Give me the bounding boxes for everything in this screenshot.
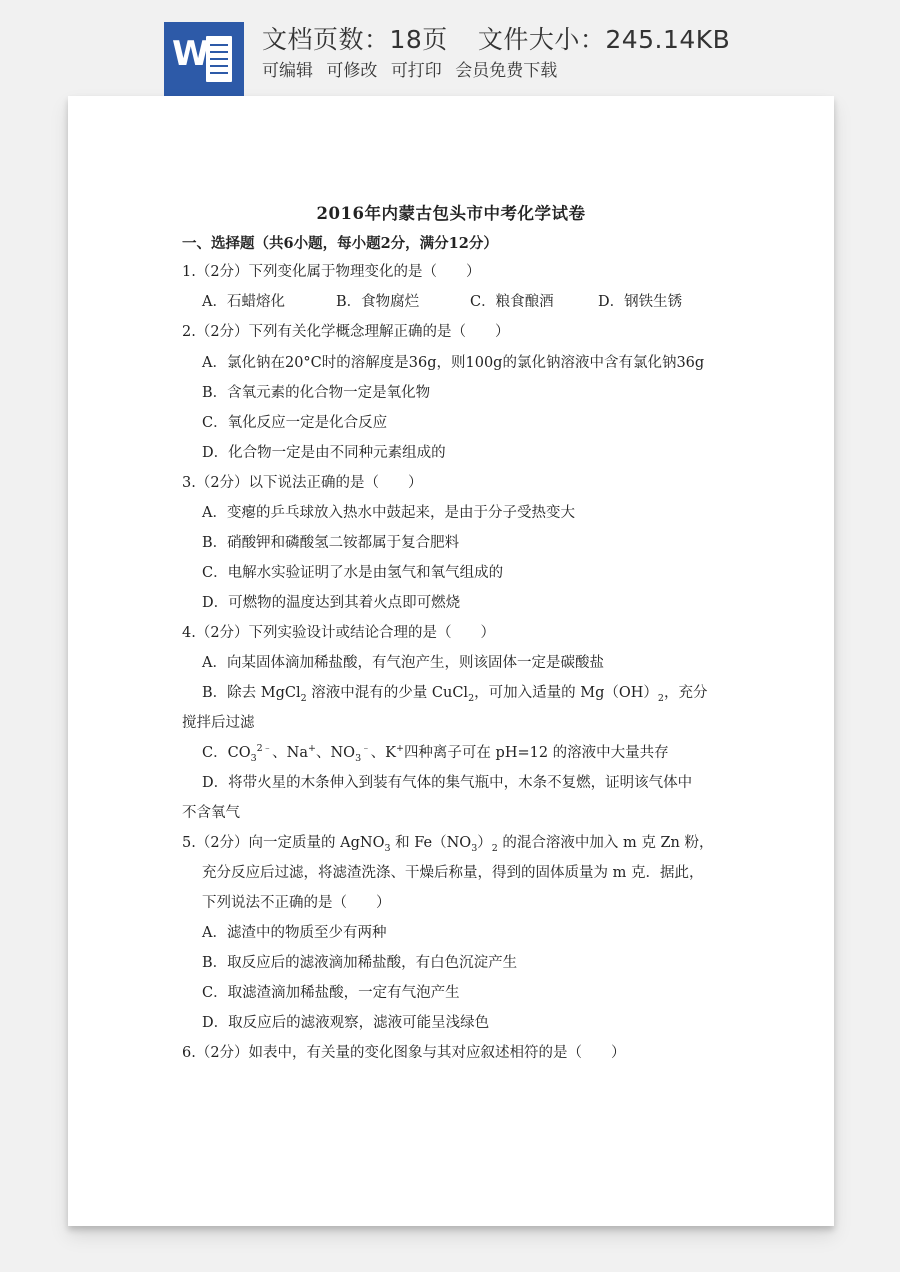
question-2-stem: 2.（2分）下列有关化学概念理解正确的是（ ）: [182, 324, 510, 340]
q4-option-a: A．向某固体滴加稀盐酸，有气泡产生，则该固体一定是碳酸盐: [202, 655, 604, 671]
q2-option-c: C．氧化反应一定是化合反应: [202, 415, 388, 431]
q5-text-1: 5.（2分）向一定质量的 AgNO: [182, 835, 385, 851]
q4b-sub-2: 2: [468, 692, 475, 704]
q4b-text-1: B．除去 MgCl: [202, 685, 301, 701]
question-4-stem: 4.（2分）下列实验设计或结论合理的是（ ）: [182, 625, 496, 641]
feature-list: [262, 56, 565, 81]
feature-member-download: 会员免费下载: [455, 61, 558, 81]
q4-option-b: [202, 683, 707, 703]
feature-editable: 可编辑: [262, 61, 313, 81]
q4b-text-4: ，充分: [663, 685, 708, 701]
q4c-sup-2: +: [308, 743, 316, 755]
document-page: [68, 96, 834, 1226]
question-3-stem: 3.（2分）以下说法正确的是（ ）: [182, 475, 423, 491]
feature-modifiable: 可修改: [326, 61, 378, 81]
q4b-text-2: 溶液中混有的少量 CuCl: [306, 685, 469, 701]
page-lines: [206, 36, 232, 82]
q4b-text-3: ，可加入适量的 Mg（OH）: [474, 685, 658, 701]
q5-sub-2: 3: [471, 842, 478, 854]
q5-option-a: A．滤渣中的物质至少有两种: [202, 925, 387, 941]
q5-option-d: D．取反应后的滤液观察，滤液可能呈浅绿色: [202, 1015, 490, 1031]
q5-text-3: ）: [477, 835, 492, 851]
q4c-text-2: 、Na: [272, 745, 309, 761]
q4c-sub-3: 3: [355, 752, 362, 764]
q4c-sup-1: 2﹣: [256, 743, 273, 755]
file-meta: [262, 20, 730, 56]
q4c-sup-4: +: [395, 743, 404, 755]
q5-option-c: C．取滤渣滴加稀盐酸，一定有气泡产生: [202, 985, 460, 1001]
q4c-text-1: C．CO: [202, 745, 251, 761]
q4-option-d: D．将带火星的木条伸入到装有气体的集气瓶中，木条不复燃，证明该气体中: [202, 775, 693, 791]
q3-option-a: A．变瘪的乒乓球放入热水中鼓起来，是由于分子受热变大: [202, 505, 575, 521]
q5-text-2: 和 Fe（NO: [390, 835, 472, 851]
q3-option-c: C．电解水实验证明了水是由氢气和氧气组成的: [202, 565, 504, 581]
q4c-text-5: 四种离子可在 pH=12 的溶液中大量共存: [403, 745, 669, 761]
q5-sub-1: 3: [384, 842, 391, 854]
q4b-sub-3: 2: [657, 692, 664, 704]
page-count: 文档页数：18页: [262, 25, 448, 54]
file-size: 文件大小：245.14KB: [477, 25, 731, 54]
q2-option-d: D．化合物一定是由不同种元素组成的: [202, 445, 446, 461]
feature-printable: 可打印: [390, 61, 442, 81]
q1-option-b: B．食物腐烂: [336, 294, 420, 310]
q1-option-c: C．粮食酿酒: [470, 294, 554, 310]
q2-option-b: B．含氧元素的化合物一定是氧化物: [202, 385, 431, 401]
q4-option-d-continued: 不含氧气: [182, 805, 240, 821]
q4-option-c: [202, 743, 669, 763]
q4-option-b-continued: 搅拌后过滤: [182, 715, 255, 731]
q4c-text-4: 、K: [370, 745, 396, 761]
q4c-sup-3: ﹣: [361, 743, 371, 755]
q1-option-a: A．石蜡熔化: [202, 294, 285, 310]
q4b-sub-1: 2: [300, 692, 307, 704]
question-1-stem: 1.（2分）下列变化属于物理变化的是（ ）: [182, 264, 481, 280]
question-6-stem: 6.（2分）如表中，有关量的变化图象与其对应叙述相符的是（ ）: [182, 1045, 626, 1061]
word-letter: W: [172, 34, 210, 74]
q5-option-b: B．取反应后的滤液滴加稀盐酸，有白色沉淀产生: [202, 955, 518, 971]
q3-option-b: B．硝酸钾和磷酸氢二铵都属于复合肥料: [202, 535, 460, 551]
question-5-stem-line2: 充分反应后过滤，将滤渣洗涤、干燥后称量，得到的固体质量为 m 克．据此，: [202, 865, 704, 881]
section-heading: 一、选择题（共6小题，每小题2分，满分12分）: [182, 235, 498, 252]
q1-option-d: D．钢铁生锈: [598, 294, 683, 310]
q4c-text-3: 、NO: [315, 745, 356, 761]
q3-option-d: D．可燃物的温度达到其着火点即可燃烧: [202, 595, 461, 611]
word-document-icon: [164, 22, 244, 96]
q5-sub-3: 2: [491, 842, 498, 854]
document-banner: [0, 0, 900, 96]
q5-text-4: 的混合溶液中加入 m 克 Zn 粉，: [497, 835, 714, 851]
q4c-sub-1: 3: [250, 752, 257, 764]
question-5-stem: [182, 833, 714, 853]
q2-option-a: A．氯化钠在20°C时的溶解度是36g，则100g的氯化钠溶液中含有氯化钠36g: [202, 355, 705, 371]
question-1-options: [202, 292, 682, 312]
exam-title: 2016年内蒙古包头市中考化学试卷: [316, 204, 586, 223]
question-5-stem-line3: 下列说法不正确的是（ ）: [202, 895, 391, 911]
